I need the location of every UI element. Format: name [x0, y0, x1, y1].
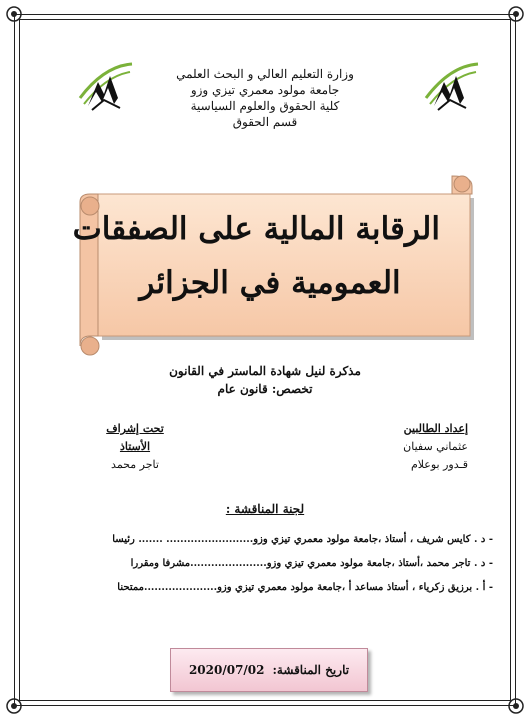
- institution-header: [150, 66, 380, 130]
- thesis-title-line-2: العمومية في الجزائر: [139, 265, 401, 301]
- ministry-name: وزارة التعليم العالي و البحث العلمي: [176, 67, 354, 81]
- thesis-title-line-1: الرقابة المالية على الصفقات: [72, 211, 440, 247]
- degree-line: مذكرة لنيل شهادة الماستر في القانون: [169, 364, 361, 378]
- jury-member: - د . كايس شريف ، أستاذ ،جامعة مولود معمري تيزي وزو......................... ....... رئيسا: [112, 534, 493, 545]
- student-name-1: عثماني سفيان: [403, 440, 468, 453]
- degree-description: [120, 362, 410, 398]
- department-name: قسم الحقوق: [232, 115, 298, 129]
- defense-date-box: [170, 648, 368, 692]
- supervisor-block: [90, 420, 180, 474]
- corner-ornament-bottom-right: [507, 697, 525, 715]
- specialization-line: تخصص: قانون عام: [217, 382, 313, 396]
- university-logo-left: [74, 58, 138, 114]
- corner-ornament-top-left: [5, 5, 23, 23]
- faculty-name: كلية الحقوق والعلوم السياسية: [190, 99, 340, 113]
- prepared-by-label: إعداد الطالبين: [403, 422, 468, 435]
- corner-ornament-top-right: [507, 5, 525, 23]
- student-name-2: قـدور بوعلام: [410, 458, 468, 471]
- jury-list: [98, 528, 493, 600]
- defense-date-label: تاريخ المناقشة:: [272, 663, 350, 677]
- thesis-title: [72, 202, 440, 310]
- university-name: جامعة مولود معمري تيزي وزو: [190, 83, 340, 97]
- corner-ornament-bottom-left: [5, 697, 23, 715]
- jury-member: - أ . برزيق زكرياء ، أستاذ مساعد أ ،جامعة مولود معمري تيزي وزو.....................ممتحنا: [117, 582, 493, 593]
- jury-title: لجنة المناقشة :: [225, 502, 305, 516]
- jury-member: - د . تاجر محمد ،أستاذ ،جامعة مولود معمري تيزي وزو......................مشرفا ومقررا: [130, 558, 493, 569]
- prepared-by-block: [403, 420, 468, 474]
- university-logo-right: [420, 58, 484, 114]
- defense-date-value: 2020/07/02: [188, 663, 265, 677]
- supervisor-name: تاجر محمد: [111, 458, 159, 471]
- supervisor-label: تحت إشراف الأستاذ: [106, 422, 164, 453]
